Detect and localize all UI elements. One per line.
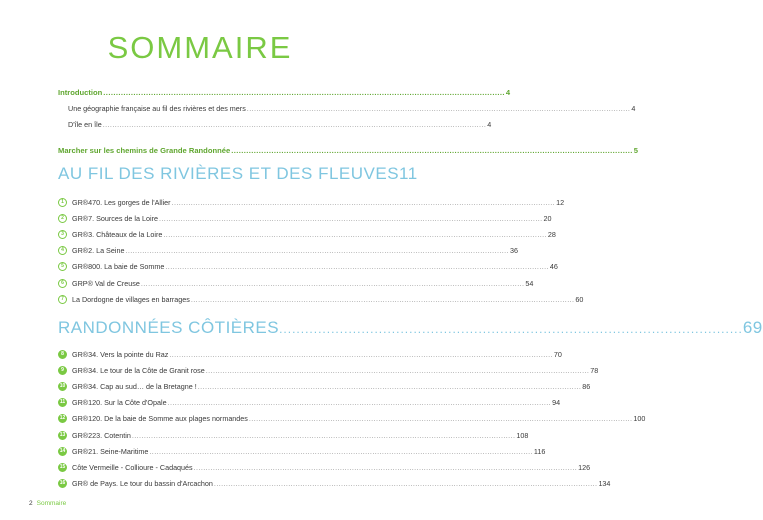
dot-leader xyxy=(168,398,552,407)
list-item[interactable] xyxy=(58,427,529,443)
dot-leader xyxy=(231,143,633,159)
toc-entry-label: D'île en île xyxy=(68,120,102,130)
dot-leader xyxy=(149,447,533,456)
dot-leader xyxy=(247,101,631,117)
item-page: 94 xyxy=(552,398,561,408)
list-item[interactable] xyxy=(58,362,599,378)
dot-leader xyxy=(249,414,633,423)
item-page: 60 xyxy=(575,294,584,304)
dot-leader xyxy=(141,279,525,288)
item-page: 36 xyxy=(509,246,518,256)
number-badge: 1 xyxy=(58,198,67,207)
item-page: 116 xyxy=(533,446,546,456)
section-list-cotieres xyxy=(58,346,646,492)
number-badge: 8 xyxy=(58,350,67,359)
item-label: GR®21. Seine-Maritime xyxy=(72,446,149,456)
list-item[interactable] xyxy=(58,226,556,242)
item-page: 28 xyxy=(547,229,556,239)
item-page: 20 xyxy=(543,213,552,223)
item-page: 46 xyxy=(549,262,558,272)
dot-leader xyxy=(279,322,743,336)
item-label: Côte Vermeille - Collioure - Cadaqués xyxy=(72,462,193,472)
number-badge: 10 xyxy=(59,382,66,389)
list-item[interactable] xyxy=(58,476,611,492)
item-page: 12 xyxy=(556,197,565,207)
section-title: RANDONNÉES CÔTIÈRES xyxy=(58,318,280,337)
list-item[interactable] xyxy=(58,395,561,411)
toc-entry-page: 4 xyxy=(505,88,511,97)
item-label: GR®3. Châteaux de la Loire xyxy=(72,229,163,239)
toc-entry-page: 4 xyxy=(487,120,492,130)
item-page: 134 xyxy=(598,479,611,489)
item-label: GR®34. Vers la pointe du Raz xyxy=(72,349,169,359)
list-item[interactable] xyxy=(58,275,534,291)
footer-page-number: 2 xyxy=(29,500,33,507)
dot-leader xyxy=(163,230,547,239)
item-label: GR®120. De la baie de Somme aux plages normandes xyxy=(72,414,248,424)
item-label: La Dordogne de villages en barrages xyxy=(72,294,190,304)
dot-leader xyxy=(103,85,505,101)
item-page: 70 xyxy=(553,349,562,359)
item-label: GR®34. Le tour de la Côte de Granit rose xyxy=(72,365,205,375)
page-footer xyxy=(29,500,66,507)
list-item[interactable] xyxy=(58,346,562,362)
item-label: GR®2. La Seine xyxy=(72,246,125,256)
dot-leader xyxy=(172,198,556,207)
section-page: 69 xyxy=(742,318,763,337)
dot-leader xyxy=(194,463,578,472)
number-badge: 9 xyxy=(58,366,67,375)
dot-leader xyxy=(159,214,543,223)
dot-leader xyxy=(165,262,549,271)
section-list-rivieres xyxy=(58,194,584,307)
list-item[interactable] xyxy=(58,291,584,307)
footer-label: Sommaire xyxy=(36,500,67,507)
list-item[interactable] xyxy=(58,459,591,475)
number-badge: 7 xyxy=(58,295,67,304)
intro-list xyxy=(58,85,638,159)
list-item[interactable] xyxy=(58,411,646,427)
dot-leader xyxy=(125,246,509,255)
list-item[interactable] xyxy=(58,443,546,459)
dot-leader xyxy=(191,295,575,304)
item-label: GR®800. La baie de Somme xyxy=(72,262,165,272)
item-page: 108 xyxy=(516,430,529,440)
item-page: 78 xyxy=(590,365,599,375)
number-badge: 4 xyxy=(58,246,67,255)
item-page: 126 xyxy=(578,462,591,472)
toc-entry-label: Marcher sur les chemins de Grande Randonnée xyxy=(58,145,231,155)
item-label: GR®34. Cap au sud… de la Bretagne ! xyxy=(72,381,197,391)
number-badge: 15 xyxy=(59,463,66,470)
item-label: GRP® Val de Creuse xyxy=(72,278,140,288)
list-item[interactable] xyxy=(58,210,552,226)
number-badge: 11 xyxy=(59,399,66,406)
toc-entry-grande-randonnee[interactable] xyxy=(58,143,638,159)
toc-entry-geographie[interactable] xyxy=(58,101,636,117)
number-badge: 13 xyxy=(59,431,66,438)
item-page: 100 xyxy=(633,414,646,424)
section-heading-rivieres[interactable] xyxy=(58,164,418,184)
dot-leader xyxy=(214,479,598,488)
toc-entry-page: 5 xyxy=(633,145,638,155)
number-badge: 14 xyxy=(59,447,66,454)
dot-leader xyxy=(103,117,487,133)
dot-leader xyxy=(206,366,590,375)
toc-entry-introduction[interactable] xyxy=(58,85,511,101)
number-badge: 6 xyxy=(58,279,67,288)
item-page: 54 xyxy=(525,278,534,288)
number-badge: 3 xyxy=(58,230,67,239)
item-page: 86 xyxy=(582,381,591,391)
section-page: 11 xyxy=(399,164,418,183)
list-item[interactable] xyxy=(58,259,558,275)
section-title: AU FIL DES RIVIÈRES ET DES FLEUVES xyxy=(58,164,400,183)
dot-leader xyxy=(198,382,582,391)
list-item[interactable] xyxy=(58,378,591,394)
number-badge: 16 xyxy=(59,480,66,487)
number-badge: 12 xyxy=(59,415,66,422)
toc-entry-label: Une géographie française au fil des rivières et des mers xyxy=(68,104,246,114)
dot-leader xyxy=(132,431,516,440)
number-badge: 5 xyxy=(58,262,67,271)
list-item[interactable] xyxy=(58,194,565,210)
item-label: GR®7. Sources de la Loire xyxy=(72,213,158,223)
number-badge: 2 xyxy=(58,214,67,223)
toc-entry-label: Introduction xyxy=(58,88,103,97)
item-label: GR® de Pays. Le tour du bassin d'Arcachon xyxy=(72,479,213,489)
dot-leader xyxy=(169,350,553,359)
item-label: GR®223. Cotentin xyxy=(72,430,131,440)
section-heading-cotieres[interactable] xyxy=(58,318,763,338)
page-title: SOMMAIRE xyxy=(107,30,293,65)
toc-entry-page: 4 xyxy=(631,104,636,114)
item-label: GR®470. Les gorges de l'Allier xyxy=(72,197,171,207)
item-label: GR®120. Sur la Côte d'Opale xyxy=(72,398,167,408)
toc-entry-ile-en-ile[interactable] xyxy=(58,117,492,133)
list-item[interactable] xyxy=(58,243,518,259)
